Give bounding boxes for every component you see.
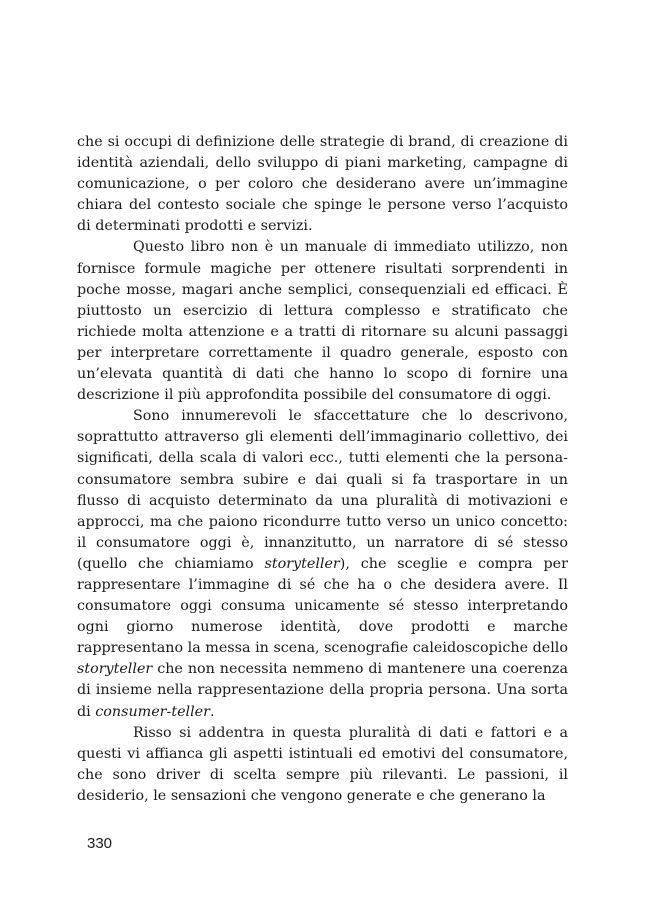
text-run: Sono innumerevoli le sfaccettature che lo descrivono, soprattutto attraverso gli elementi dell’immaginario collettivo, dei significati, della scala di valori ecc., tutti elementi che la persona-consumatore sembra subire e dai quali si fa trasportare in un flusso di acquisto determinato da una pluralità di motivazioni e approcci, ma che paiono ricondurre tutto verso un unico concetto: il consumatore oggi è, innanzitutto, un narratore di sé stesso (quello che chiamiamo xyxy=(77,408,568,572)
page-number: 330 xyxy=(87,835,113,852)
text-run: che si occupi di definizione delle strategie di brand, di creazione di identità aziendali, dello sviluppo di piani marketing, campagne di comunicazione, o per coloro che desiderano avere un’immagine chiara del contesto sociale che spinge le persone verso l’acquisto di determinati prodotti e servizi. xyxy=(77,134,568,235)
text-run: Risso si addentra in questa pluralità di dati e fattori e a questi vi affianca gli aspetti istintuali ed emotivi del consumatore, che sono driver di scelta sempre più rilevanti. Le passioni, il desiderio, le sensazioni che vengono generate e che generano la xyxy=(77,724,568,804)
italic-term: storyteller xyxy=(264,555,340,572)
text-run: Questo libro non è un manuale di immediato utilizzo, non fornisce formule magiche per ottenere risultati sorprendenti in poche mosse, magari anche semplici, consequenziali ed efficaci. È piuttosto un esercizio di lettura complesso e stratificato che richiede molta attenzione e a tratti di ritornare su alcuni passaggi per interpretare correttamente il quadro generale, esposto con un’elevata quantità di dati che hanno lo scopo di fornire una descrizione il più approfondita possibile del consumatore di oggi. xyxy=(77,239,568,404)
paragraph xyxy=(77,723,568,807)
text-run: . xyxy=(209,703,215,720)
italic-term: consumer-teller xyxy=(95,703,210,720)
body-text xyxy=(77,132,568,807)
text-run: che non necessita nemmeno di mantenere una coerenza di insieme nella rappresentazione della propria persona. Una sorta di xyxy=(77,661,568,720)
paragraph xyxy=(77,406,568,722)
italic-term: storyteller xyxy=(77,661,153,678)
text-run: ), che sceglie e compra per rappresentare l’immagine di sé che ha o che desidera avere. Il consumatore oggi consuma unicamente sé stesso interpretando ogni giorno numerose identità, dove prodotti e marche rappresentano la messa in scena, scenografie caleidoscopiche dello xyxy=(77,555,568,657)
paragraph xyxy=(77,237,568,406)
paragraph xyxy=(77,132,568,237)
